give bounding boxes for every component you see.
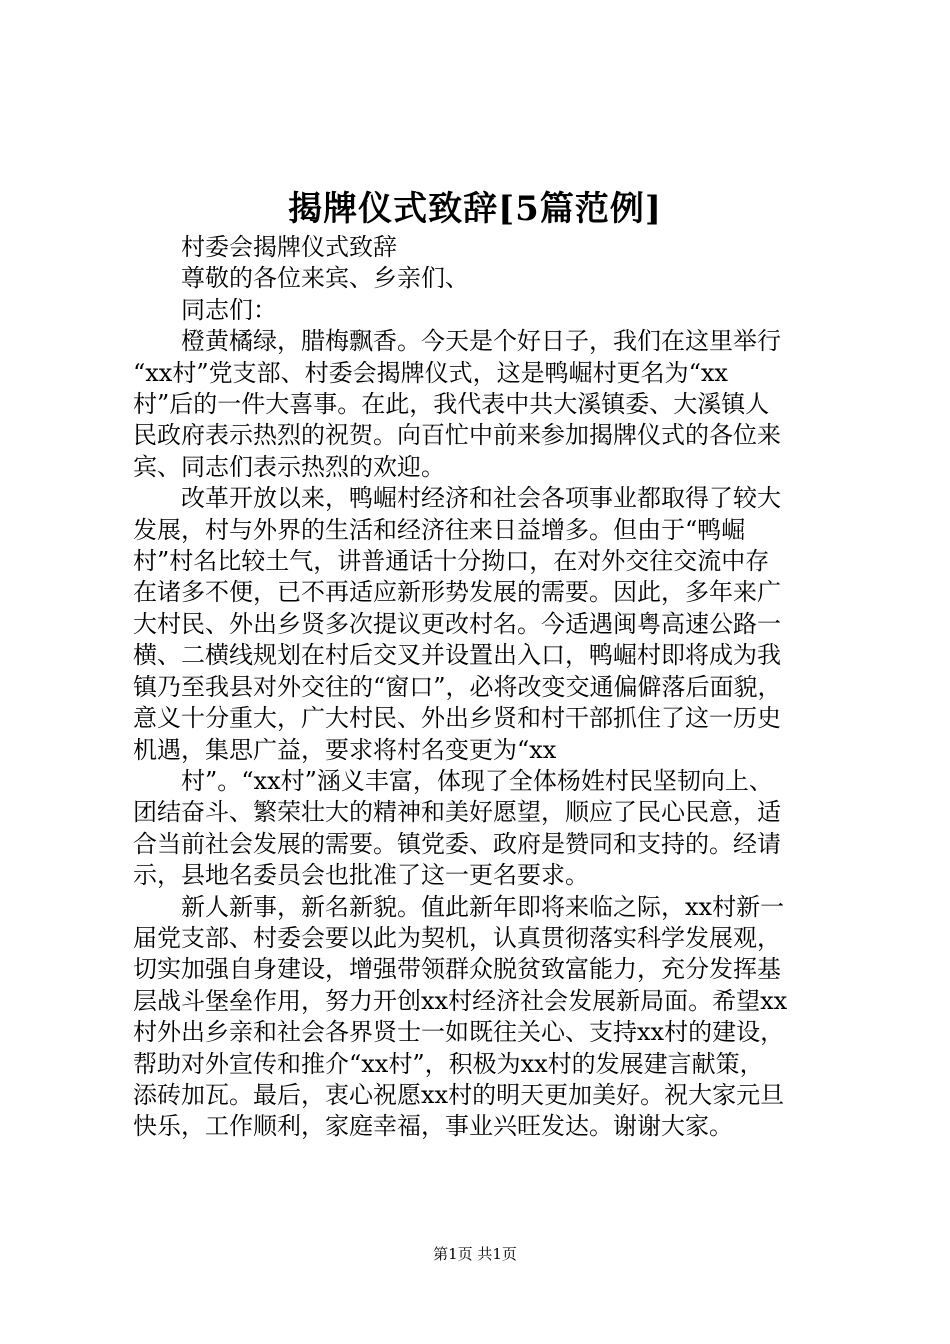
text-line: 示，县地名委员会也批准了这一更名要求。 bbox=[133, 861, 589, 890]
text-line: 横、二横线规划在村后交叉并设置出入口，鸭崛村即将成为我 bbox=[133, 641, 781, 670]
text-line: 添砖加瓦。最后，衷心祝愿xx村的明天更加美好。祝大家元旦 bbox=[133, 1080, 785, 1109]
text-line: 合当前社会发展的需要。镇党委、政府是赞同和支持的。经请 bbox=[133, 829, 781, 858]
text-line: 宾、同志们表示热烈的欢迎。 bbox=[133, 452, 445, 481]
document-title: 揭牌仪式致辞[5篇范例] bbox=[288, 189, 662, 229]
text-line: 切实加强自身建设，增强带领群众脱贫致富能力，充分发挥基 bbox=[133, 955, 781, 984]
paragraph-5 bbox=[133, 892, 827, 1143]
text-line: 村”后的一件大喜事。在此，我代表中共大溪镇委、大溪镇人 bbox=[133, 390, 770, 419]
text-line: 村委会揭牌仪式致辞 bbox=[181, 233, 397, 261]
page-footer: 第1页 共1页 bbox=[433, 1245, 517, 1263]
text-line: 大村民、外出乡贤多次提议更改村名。今适遇闽粤高速公路一 bbox=[133, 609, 781, 638]
text-line: 村外出乡亲和社会各界贤士一如既往关心、支持xx村的建设， bbox=[133, 1018, 785, 1047]
text-line: “xx村”党支部、村委会揭牌仪式，这是鸭崛村更名为“xx bbox=[133, 358, 728, 387]
text-line: 团结奋斗、繁荣壮大的精神和美好愿望，顺应了民心民意，适 bbox=[133, 798, 781, 827]
text-line: 尊敬的各位来宾、乡亲们、 bbox=[181, 264, 469, 293]
text-line: 意义十分重大，广大村民、外出乡贤和村干部抓住了这一历史 bbox=[133, 704, 781, 733]
text-line: 机遇，集思广益，要求将村名变更为“xx bbox=[133, 735, 557, 764]
text-line: 帮助对外宣传和推介“xx村”，积极为xx村的发展建言献策， bbox=[133, 1049, 764, 1078]
text-line: 村”。“xx村”涵义丰富，体现了全体杨姓村民坚韧向上、 bbox=[181, 766, 773, 795]
document-body bbox=[133, 232, 827, 1143]
paragraph-2 bbox=[133, 326, 827, 483]
text-line: 快乐，工作顺利，家庭幸福，事业兴旺发达。谢谢大家。 bbox=[133, 1112, 733, 1141]
opening-lines bbox=[133, 232, 827, 326]
text-line: 改革开放以来，鸭崛村经济和社会各项事业都取得了较大 bbox=[181, 484, 781, 513]
text-line: 橙黄橘绿，腊梅飘香。今天是个好日子，我们在这里举行 bbox=[181, 327, 781, 356]
text-line: 新人新事，新名新貌。值此新年即将来临之际，xx村新一 bbox=[181, 892, 785, 921]
text-line: 层战斗堡垒作用，努力开创xx村经济社会发展新局面。希望xx bbox=[133, 986, 788, 1015]
text-line: 民政府表示热烈的祝贺。向百忙中前来参加揭牌仪式的各位来 bbox=[133, 421, 781, 450]
text-line: 村”村名比较土气，讲普通话十分拗口，在对外交往交流中存 bbox=[133, 547, 770, 576]
text-line: 发展，村与外界的生活和经济往来日益增多。但由于“鸭崛 bbox=[133, 515, 746, 544]
paragraph-3 bbox=[133, 483, 827, 766]
text-line: 镇乃至我县对外交往的“窗口”，必将改变交通偏僻落后面貌， bbox=[133, 672, 782, 701]
text-line: 在诸多不便，已不再适应新形势发展的需要。因此，多年来广 bbox=[133, 578, 781, 607]
paragraph-4 bbox=[133, 766, 827, 892]
text-line: 届党支部、村委会要以此为契机，认真贯彻落实科学发展观， bbox=[133, 923, 781, 952]
text-line: 同志们： bbox=[181, 295, 277, 324]
